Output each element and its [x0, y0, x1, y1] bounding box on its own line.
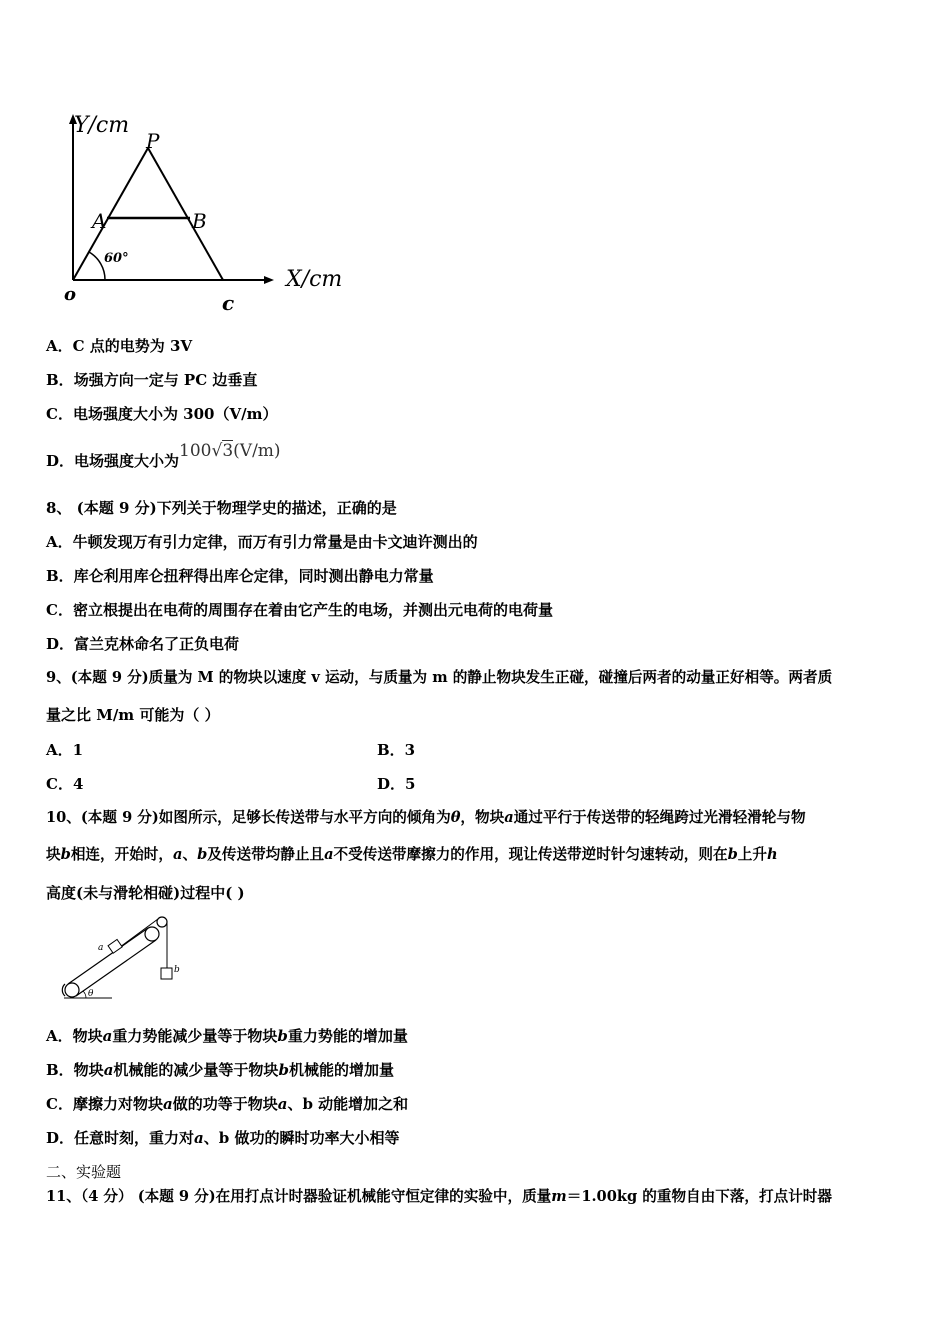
q10-var-a: a — [173, 846, 183, 863]
q8-option-d: D．富兰克林命名了正负电荷 — [46, 635, 240, 653]
q10-text: 机械能的增加量 — [288, 1061, 394, 1079]
q10-text: 10、(本题 9 分)如图所示，足够长传送带与水平方向的倾角为 — [46, 809, 451, 826]
sqrt-sign: √ — [211, 441, 223, 461]
q10-text: C．摩擦力对物块 — [46, 1095, 163, 1113]
q10-stem-line3: 高度(未与滑轮相碰)过程中( ) — [46, 884, 245, 902]
q10-var-h: h — [767, 846, 778, 863]
q8-stem: 8、 (本题 9 分)下列关于物理学史的描述，正确的是 — [46, 499, 397, 517]
q7-option-c-text: 电场强度大小为 300（V/m） — [72, 405, 278, 423]
q11-text: 11、（4 分） (本题 9 分)在用打点计时器验证机械能守恒定律的实验中，质量 — [46, 1188, 552, 1205]
q7-option-c — [46, 404, 277, 424]
q8-option-c: C．密立根提出在电荷的周围存在着由它产生的电场，并测出元电荷的电荷量 — [46, 601, 553, 619]
q11-stem-line1 — [46, 1187, 832, 1207]
q10-text: 重力势能的增加量 — [287, 1027, 408, 1045]
q10-var-b: b — [197, 846, 208, 863]
q10-var-a: a — [103, 1061, 114, 1079]
theta-label: θ — [88, 989, 94, 999]
q10-option-b — [46, 1060, 394, 1080]
q10-text: 上升 — [737, 846, 767, 863]
q11-text: ＝1.00kg 的重物自由下落，打点计时器 — [566, 1188, 832, 1205]
rope-incline — [116, 919, 158, 950]
point-a-label: A — [92, 209, 107, 233]
q10-theta: θ — [450, 809, 461, 826]
q10-text: ，物块 — [460, 809, 505, 826]
point-b-label: B — [192, 209, 207, 233]
block-b-label: b — [174, 965, 180, 975]
belt-top — [68, 928, 148, 984]
q8-option-a: A．牛顿发现万有引力定律，而万有引力常量是由卡文迪许测出的 — [46, 533, 478, 551]
theta-arc — [83, 991, 86, 998]
q7-option-b-letter: B． — [46, 371, 74, 389]
point-c-label: c — [222, 291, 235, 315]
formula-unit: (V/m) — [233, 441, 281, 461]
angle-label: 60° — [104, 251, 129, 266]
q7-option-b-text: 场强方向一定与 PC 边垂直 — [73, 371, 258, 389]
q9-option-d: D．5 — [377, 775, 416, 793]
q10-text: 不受传送带摩擦力的作用，现让传送带逆时针匀速转动，则在 — [333, 846, 728, 863]
q10-var-b: b — [60, 846, 71, 863]
q10-text: 、 — [182, 846, 198, 863]
side-pc — [148, 148, 223, 280]
q10-var-a: a — [194, 1129, 204, 1147]
q9-option-a: A．1 — [46, 741, 84, 759]
q10-var-b: b — [727, 846, 738, 863]
q7-option-d-text: 电场强度大小为 — [74, 452, 180, 470]
q7-option-d-formula — [179, 441, 281, 461]
section-heading: 二、实验题 — [46, 1163, 122, 1181]
pulley — [157, 917, 167, 927]
triangle-figure — [50, 108, 370, 328]
q7-option-a — [46, 336, 192, 356]
q10-text: 相连，开始时， — [70, 846, 173, 863]
q10-var-a: a — [162, 1095, 173, 1113]
q9-option-c: C．4 — [46, 775, 84, 793]
x-axis-label: X/cm — [286, 267, 343, 292]
q7-option-d — [46, 441, 281, 471]
q10-option-a — [46, 1026, 408, 1046]
q9-option-b: B．3 — [377, 741, 416, 759]
formula-radicand: 3 — [222, 441, 234, 461]
q10-text: B．物块 — [46, 1061, 104, 1079]
q10-text: D．任意时刻，重力对 — [46, 1129, 195, 1147]
q10-option-c — [46, 1094, 408, 1114]
q10-var-b: b — [277, 1027, 288, 1045]
q10-text: 及传送带均静止且 — [207, 846, 325, 863]
q7-option-d-letter: D． — [46, 452, 75, 470]
q10-text: A．物块 — [46, 1027, 103, 1045]
x-axis-arrow — [264, 276, 274, 284]
origin-label: o — [64, 284, 77, 305]
q10-text: 、b 做功的瞬时功率大小相等 — [203, 1129, 400, 1147]
q10-text: 机械能的减少量等于物块 — [113, 1061, 279, 1079]
angle-arc — [89, 252, 105, 280]
point-p-label: P — [146, 129, 160, 153]
q10-var-a: a — [102, 1027, 113, 1045]
q9-stem-line2: 量之比 M/m 可能为（ ） — [46, 706, 220, 724]
q7-option-a-text: C 点的电势为 3V — [72, 337, 193, 355]
q8-option-b: B．库仑利用库仑扭秤得出库仑定律，同时测出静电力常量 — [46, 567, 434, 585]
q7-option-a-letter: A． — [46, 337, 73, 355]
q10-stem-line2 — [46, 845, 778, 865]
q10-var-b: b — [278, 1061, 289, 1079]
q11-var-m: m — [551, 1188, 567, 1205]
q7-option-c-letter: C． — [46, 405, 73, 423]
conveyor-figure — [52, 912, 202, 1004]
block-a-label: a — [98, 943, 104, 953]
q10-var-a: a — [504, 809, 514, 826]
formula-coef: 100 — [179, 441, 212, 461]
block-b — [161, 968, 172, 979]
q10-text: 、b 动能增加之和 — [287, 1095, 409, 1113]
q10-text: 块 — [46, 846, 61, 863]
block-a — [108, 939, 122, 953]
q10-option-d — [46, 1128, 399, 1148]
q7-option-b — [46, 370, 257, 390]
q10-var-a: a — [324, 846, 334, 863]
q9-stem-line1: 9、(本题 9 分)质量为 M 的物块以速度 v 运动，与质量为 m 的静止物块发生正碰，碰撞后两者的动量正好相等。两者质 — [46, 669, 833, 686]
q10-text: 重力势能减少量等于物块 — [112, 1027, 278, 1045]
q10-text: 做的功等于物块 — [172, 1095, 278, 1113]
q10-var-a: a — [277, 1095, 288, 1113]
q10-stem-line1 — [46, 808, 806, 828]
y-axis-label: Y/cm — [74, 113, 130, 138]
q10-text: 通过平行于传送带的轻绳跨过光滑轻滑轮与物 — [513, 809, 806, 826]
